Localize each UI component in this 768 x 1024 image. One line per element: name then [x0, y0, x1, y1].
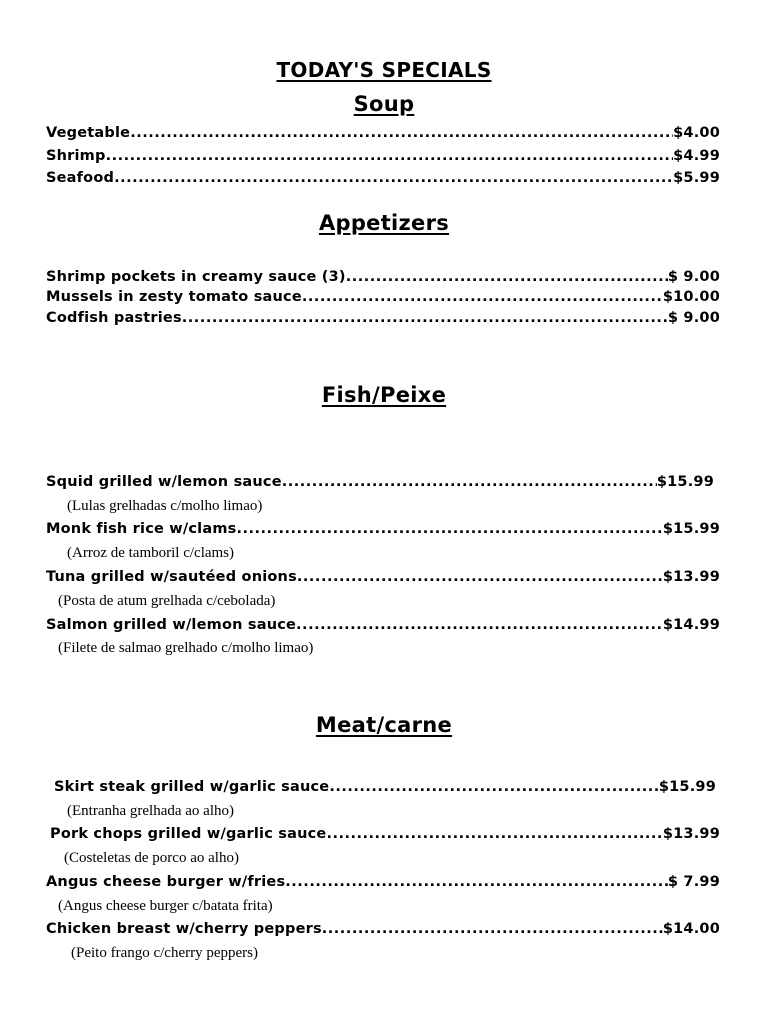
item-translation: (Costeletas de porco ao alho) [64, 850, 239, 866]
dot-leader [296, 617, 663, 633]
dot-leader [326, 826, 662, 842]
menu-item-meat-angus-burger [46, 874, 720, 894]
dot-leader [329, 779, 659, 795]
item-translation: (Filete de salmao grelhado c/molho limao) [58, 640, 314, 656]
dot-leader [285, 874, 668, 890]
menu-item-meat-chicken-breast [46, 921, 720, 941]
menu-item-appetizer-shrimp-pockets [46, 269, 720, 289]
item-name: Shrimp pockets in creamy sauce (3) [46, 269, 346, 285]
page-title: TODAY'S SPECIALS [276, 58, 492, 82]
item-price: $5.99 [673, 170, 720, 186]
item-price: $ 9.00 [667, 310, 720, 326]
menu-item-meat-pork-chops [50, 826, 720, 846]
menu-item-soup-vegetable [46, 125, 720, 145]
section-heading-appetizers: Appetizers [318, 211, 450, 235]
item-name: Chicken breast w/cherry peppers [46, 921, 322, 937]
item-name: Mussels in zesty tomato sauce [46, 289, 302, 305]
item-name: Shrimp [46, 148, 106, 164]
menu-item-soup-seafood [46, 170, 720, 190]
item-price: $ 7.99 [667, 874, 720, 890]
dot-leader [114, 170, 673, 186]
item-price: $13.99 [662, 569, 720, 585]
item-translation: (Lulas grelhadas c/molho limao) [67, 498, 263, 514]
dot-leader [346, 269, 668, 285]
menu-item-appetizer-codfish [46, 310, 720, 330]
menu-item-fish-salmon [46, 617, 720, 637]
item-price: $14.00 [662, 921, 720, 937]
section-heading-meat: Meat/carne [315, 713, 453, 737]
item-price: $15.99 [658, 779, 716, 795]
menu-item-fish-tuna [46, 569, 720, 589]
section-heading-fish: Fish/Peixe [321, 383, 447, 407]
item-price: $10.00 [662, 289, 720, 305]
item-translation: (Angus cheese burger c/batata frita) [58, 898, 273, 914]
item-price: $13.99 [662, 826, 720, 842]
item-translation: (Entranha grelhada ao alho) [67, 803, 234, 819]
item-translation: (Peito frango c/cherry peppers) [71, 945, 259, 961]
item-name: Pork chops grilled w/garlic sauce [50, 826, 327, 842]
dot-leader [182, 310, 668, 326]
item-price: $4.99 [673, 148, 720, 164]
item-translation: (Posta de atum grelhada c/cebolada) [58, 593, 276, 609]
item-name: Monk fish rice w/clams [46, 521, 237, 537]
menu-item-soup-shrimp [46, 148, 720, 168]
dot-leader [236, 521, 662, 537]
menu-item-fish-squid [46, 474, 714, 494]
item-name: Salmon grilled w/lemon sauce [46, 617, 297, 633]
item-price: $15.99 [656, 474, 714, 490]
dot-leader [302, 289, 663, 305]
item-price: $14.99 [662, 617, 720, 633]
item-name: Seafood [46, 170, 115, 186]
item-price: $ 9.00 [667, 269, 720, 285]
item-name: Tuna grilled w/sautéed onions [46, 569, 297, 585]
menu-item-appetizer-mussels [46, 289, 720, 309]
item-name: Angus cheese burger w/fries [46, 874, 286, 890]
item-name: Vegetable [46, 125, 131, 141]
menu-item-fish-monkfish [46, 521, 720, 541]
menu-item-meat-skirt-steak [54, 779, 716, 799]
section-heading-soup: Soup [353, 92, 415, 116]
item-name: Codfish pastries [46, 310, 182, 326]
item-price: $4.00 [673, 125, 720, 141]
item-name: Squid grilled w/lemon sauce [46, 474, 282, 490]
item-name: Skirt steak grilled w/garlic sauce [54, 779, 330, 795]
item-translation: (Arroz de tamboril c/clams) [67, 545, 235, 561]
dot-leader [322, 921, 663, 937]
dot-leader [130, 125, 673, 141]
item-price: $15.99 [662, 521, 720, 537]
dot-leader [297, 569, 663, 585]
dot-leader [282, 474, 657, 490]
dot-leader [106, 148, 674, 164]
